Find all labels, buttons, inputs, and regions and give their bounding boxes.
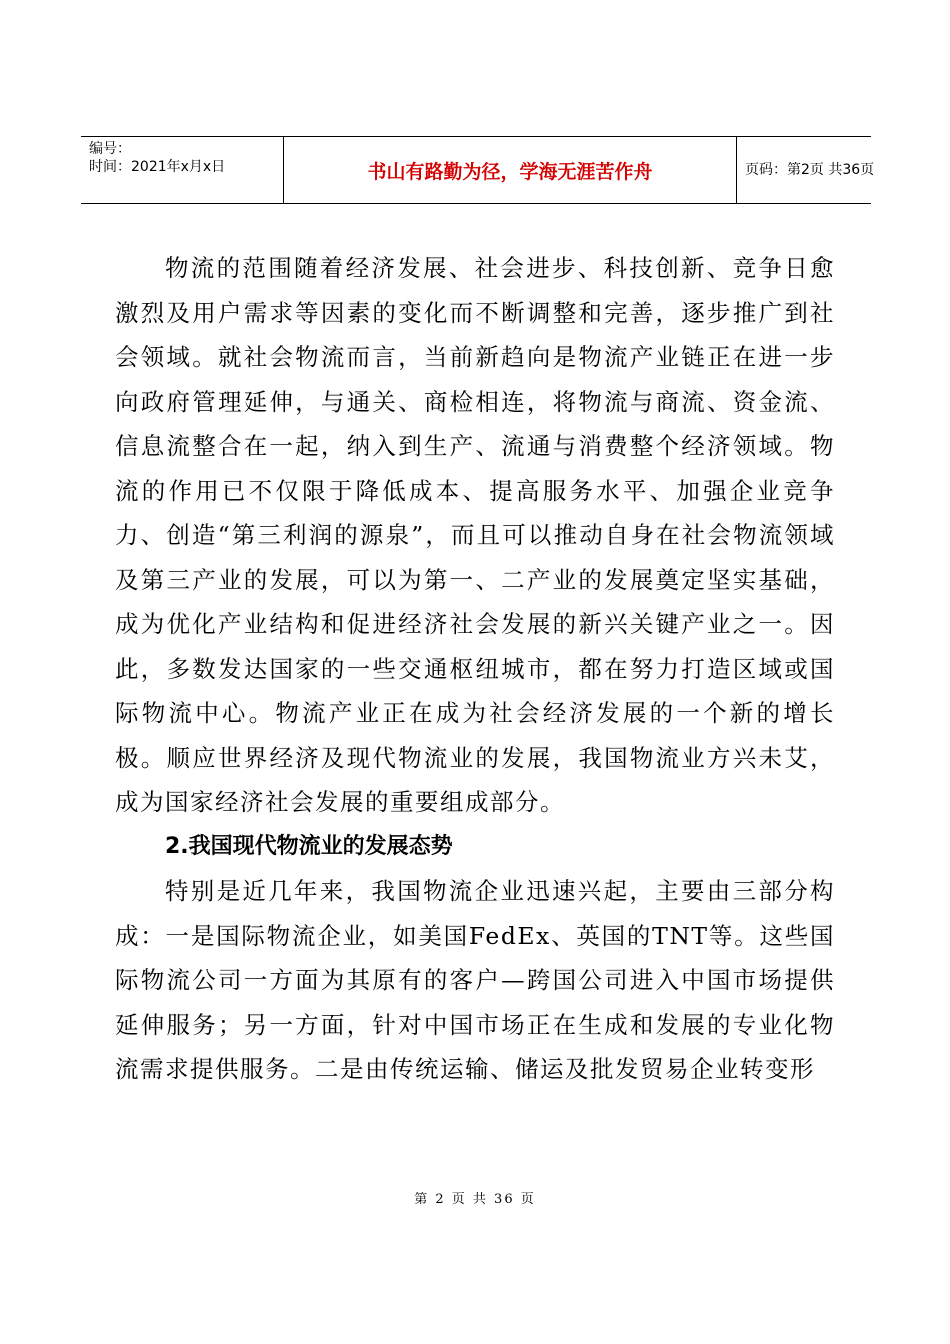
time-label: 时间：2021年x月x日 (89, 159, 226, 175)
document-body (115, 246, 835, 1092)
motto-text: 书山有路勤为径，学海无涯苦作舟 (367, 161, 653, 183)
header-motto-cell (284, 137, 737, 203)
paragraph-logistics-enterprises: 特别是近几年来，我国物流企业迅速兴起，主要由三部分构成：一是国际物流企业，如美国FedEx、英国的TNT等。这些国际物流公司一方面为其原有的客户—跨国公司进入中国市场提供延伸服务；另一方面，针对中国市场正在生成和发展的专业化物流需求提供服务。二是由传统运输、储运及批发贸易企业转变形 (115, 877, 835, 1083)
header-meta-cell (81, 137, 284, 203)
document-header (81, 136, 875, 204)
serial-number-label: 编号： (89, 141, 131, 157)
section-heading: 2.我国现代物流业的发展态势 (165, 833, 453, 859)
page-code: 页码：第2页 共36页 (745, 162, 875, 178)
paragraph-logistics-scope: 物流的范围随着经济发展、社会进步、科技创新、竞争日愈激烈及用户需求等因素的变化而不断调整和完善，逐步推广到社会领域。就社会物流而言，当前新趋向是物流产业链正在进一步向政府管理延伸，与通关、商检相连，将物流与商流、资金流、信息流整合在一起，纳入到生产、流通与消费整个经济领域。物流的作用已不仅限于降低成本、提高服务水平、加强企业竞争力、创造“第三利润的源泉”，而且可以推动自身在社会物流领域及第三产业的发展，可以为第一、二产业的发展奠定坚实基础，成为优化产业结构和促进经济社会发展的新兴关键产业之一。因此，多数发达国家的一些交通枢纽城市，都在努力打造区域或国际物流中心。物流产业正在成为社会经济发展的一个新的增长极。顺应世界经济及现代物流业的发展，我国物流业方兴未艾，成为国家经济社会发展的重要组成部分。 (115, 254, 835, 816)
header-page-cell (737, 137, 875, 203)
page-footer: 第 2 页 共 36 页 (414, 1192, 536, 1207)
